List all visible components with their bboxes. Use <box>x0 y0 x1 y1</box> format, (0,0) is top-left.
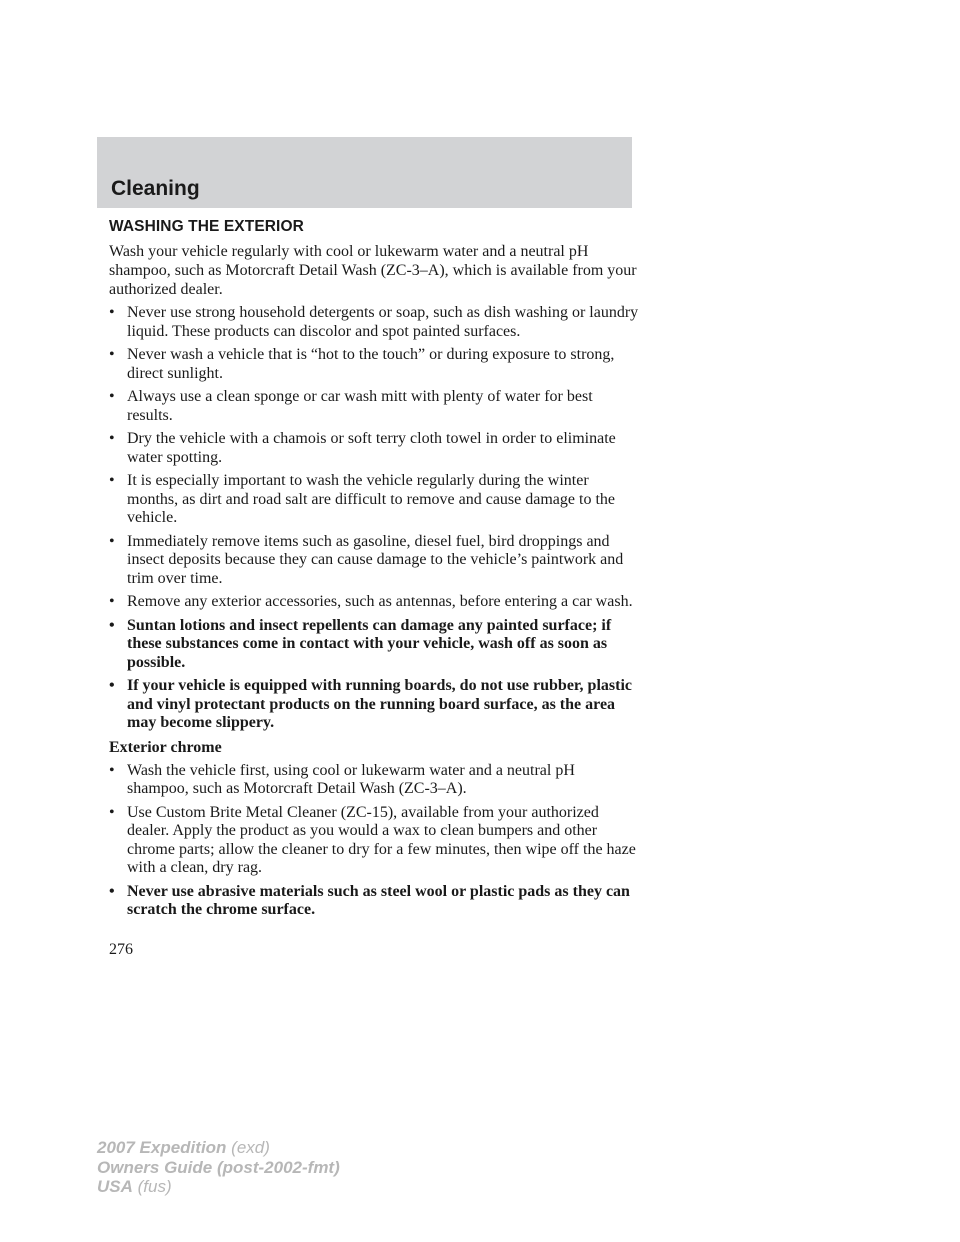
page-content <box>109 217 639 925</box>
footer-market: USA <box>97 1177 133 1196</box>
list-item-text: Wash the vehicle first, using cool or lukewarm water and a neutral pH shampoo, such as Motorcraft Detail Wash (ZC-3–A). <box>127 761 575 797</box>
list-item <box>109 304 639 341</box>
footer-guide: Owners Guide (post-2002-fmt) <box>97 1157 340 1177</box>
bullet-icon: • <box>109 616 115 634</box>
list-item <box>109 430 639 467</box>
bullet-icon: • <box>109 346 115 363</box>
bullet-icon: • <box>109 532 115 550</box>
list-item-text: Remove any exterior accessories, such as antennas, before entering a car wash. <box>127 593 633 610</box>
warning-list-item <box>109 617 639 673</box>
list-item-text: Always use a clean sponge or car wash mitt with plenty of water for best results. <box>127 388 593 424</box>
bullet-icon: • <box>109 304 115 321</box>
list-item-text: Dry the vehicle with a chamois or soft terry cloth towel in order to eliminate water spotting. <box>127 430 616 466</box>
list-item-text: Use Custom Brite Metal Cleaner (ZC-15), available from your authorized dealer. Apply the product as you would a wax to clean bumpers and other chrome parts; allow the cleaner to dry for a few minutes, then wipe off the haze with a clean, dry rag. <box>127 803 636 876</box>
list-item <box>109 593 639 612</box>
section-title: Cleaning <box>111 177 200 200</box>
list-item <box>109 804 639 878</box>
warning-list-item <box>109 677 639 733</box>
footer-line-market <box>97 1177 340 1197</box>
exterior-chrome-heading: Exterior chrome <box>109 738 222 756</box>
list-item-text: It is especially important to wash the vehicle regularly during the winter months, as dirt and road salt are difficult to remove and cause damage to the vehicle. <box>127 472 615 526</box>
list-item-text: Never use strong household detergents or soap, such as dish washing or laundry liquid. These products can discolor and spot painted surfaces. <box>127 304 639 340</box>
washing-tips-list <box>109 304 639 733</box>
list-item <box>109 472 639 528</box>
footer-line-model <box>97 1138 340 1158</box>
bullet-icon: • <box>109 677 115 694</box>
section-header-band <box>97 137 632 208</box>
list-item-text: Immediately remove items such as gasoline, diesel fuel, bird droppings and insect deposits because they can cause damage to the vehicle’s paintwork and trim over time. <box>127 532 624 587</box>
bullet-icon: • <box>109 882 115 900</box>
bullet-icon: • <box>109 593 115 610</box>
document-footer <box>97 1138 340 1197</box>
footer-model-code: (exd) <box>231 1138 270 1157</box>
section-heading: WASHING THE EXTERIOR <box>109 218 304 235</box>
list-item <box>109 533 639 589</box>
bullet-icon: • <box>109 761 115 779</box>
list-item-text: If your vehicle is equipped with running boards, do not use rubber, plastic and vinyl protectant products on the running board surface, as the area may become slippery. <box>127 677 632 731</box>
warning-list-item <box>109 883 639 920</box>
list-item-text: Suntan lotions and insect repellents can damage any painted surface; if these substances come in contact with your vehicle, wash off as soon as possible. <box>127 616 612 671</box>
intro-paragraph: Wash your vehicle regularly with cool or lukewarm water and a neutral pH shampoo, such as Motorcraft Detail Wash (ZC-3–A), which is available from your authorized dealer. <box>109 243 637 298</box>
bullet-icon: • <box>109 430 115 447</box>
bullet-icon: • <box>109 803 115 821</box>
list-item <box>109 388 639 425</box>
footer-model: 2007 Expedition <box>97 1138 227 1157</box>
list-item-text: Never wash a vehicle that is “hot to the touch” or during exposure to strong, direct sunlight. <box>127 346 615 382</box>
chrome-tips-list <box>109 762 639 920</box>
bullet-icon: • <box>109 388 115 405</box>
footer-market-code: (fus) <box>137 1177 172 1196</box>
list-item <box>109 346 639 383</box>
bullet-icon: • <box>109 472 115 489</box>
list-item <box>109 762 639 799</box>
page-number: 276 <box>109 941 133 958</box>
list-item-text: Never use abrasive materials such as steel wool or plastic pads as they can scratch the chrome surface. <box>127 882 630 918</box>
